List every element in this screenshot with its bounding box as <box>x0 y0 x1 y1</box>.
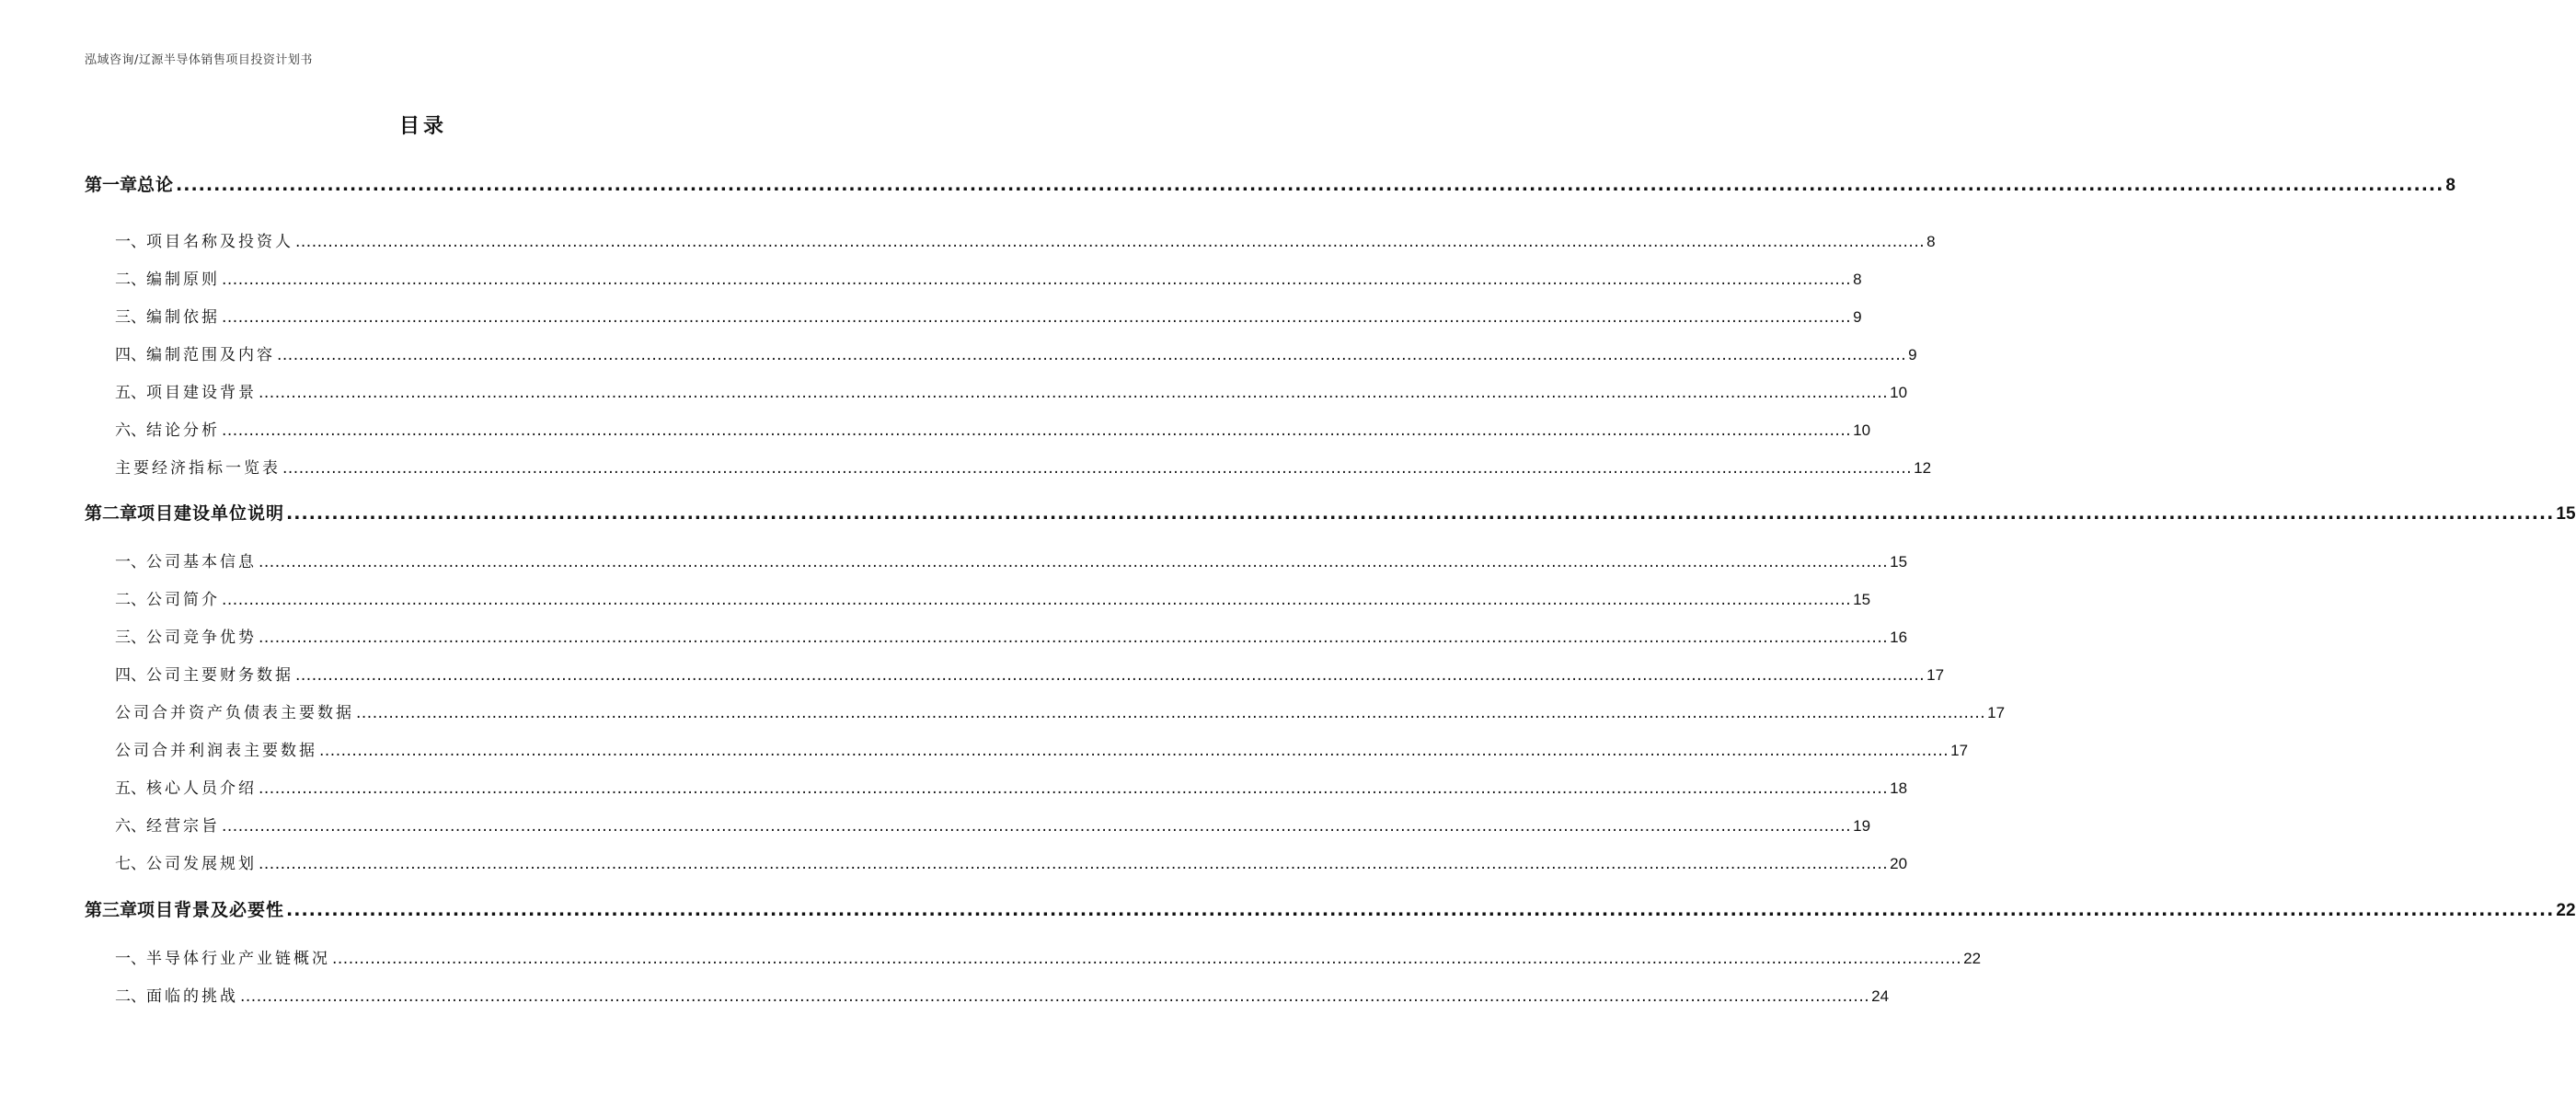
toc-entry-title: 总论 <box>137 175 175 195</box>
toc-dot-leader: ............................................................................................................................................................................................................................................................................................................ <box>240 987 1870 1006</box>
toc-section-entry[interactable] <box>115 228 1936 251</box>
toc-entry-title: 结论分析 <box>146 421 220 440</box>
toc-entry-number: 三、 <box>115 308 146 327</box>
toc-section-entry[interactable] <box>115 379 1908 402</box>
toc-entry-title: 公司合并利润表主要数据 <box>115 742 317 760</box>
toc-section-entry[interactable] <box>115 850 1908 873</box>
toc-chapter-entry[interactable] <box>85 500 2576 525</box>
toc-dot-leader: ............................................................................................................................................................................................................................................................................................................ <box>259 553 1889 571</box>
toc-dot-leader: ............................................................................................................................................................................................................................................................................................................ <box>259 629 1889 647</box>
toc-section-entry[interactable] <box>115 945 1982 968</box>
toc-entry-title: 公司基本信息 <box>146 553 257 571</box>
toc-page-number: 17 <box>1987 704 2006 721</box>
toc-entry-title: 编制范围及内容 <box>146 346 275 364</box>
toc-page-number: 10 <box>1890 384 1908 401</box>
toc-entry-number: 四、 <box>115 666 146 685</box>
toc-page-number: 20 <box>1890 855 1908 872</box>
toc-entry-title: 公司发展规划 <box>146 855 257 873</box>
toc-entry-title: 公司竞争优势 <box>146 629 257 647</box>
toc-section-entry[interactable] <box>115 662 1945 685</box>
toc-section-entry[interactable] <box>115 813 1871 836</box>
toc-dot-leader: ............................................................................................................................................................................................................................................................................................................ <box>356 704 1986 722</box>
toc-entry-number: 一、 <box>115 553 146 571</box>
toc-section-entry[interactable] <box>115 775 1908 798</box>
toc-dot-leader: ............................................................................................................................................................................................................................................................................................................ <box>176 175 2444 195</box>
toc-section-entry[interactable] <box>115 586 1871 609</box>
toc-section-entry[interactable] <box>115 699 2006 722</box>
toc-entry-number: 六、 <box>115 817 146 836</box>
toc-entry-title: 公司合并资产负债表主要数据 <box>115 704 354 722</box>
toc-entry-title: 项目建设背景 <box>146 384 257 402</box>
toc-dot-leader: ............................................................................................................................................................................................................................................................................................................ <box>259 384 1889 402</box>
toc-entry-number: 二、 <box>115 271 146 289</box>
toc-section-entry[interactable] <box>115 455 1932 478</box>
toc-dot-leader: ............................................................................................................................................................................................................................................................................................................ <box>222 817 1852 836</box>
toc-page-number: 8 <box>1853 271 1862 288</box>
toc-page-number: 18 <box>1890 779 1908 797</box>
toc-entry-number: 一、 <box>115 233 146 251</box>
toc-entry-number: 二、 <box>115 591 146 609</box>
toc-entry-number: 一、 <box>115 950 146 968</box>
toc-entry-number: 第二章 <box>85 503 138 524</box>
toc-page-number: 8 <box>2445 176 2455 195</box>
toc-dot-leader: ............................................................................................................................................................................................................................................................................................................ <box>222 308 1852 327</box>
toc-page-number: 24 <box>1871 987 1890 1005</box>
toc-entry-title: 编制原则 <box>146 271 220 289</box>
toc-dot-leader: ............................................................................................................................................................................................................................................................................................................ <box>277 346 1907 364</box>
toc-page-number: 22 <box>2556 901 2576 920</box>
toc-entry-title: 面临的挑战 <box>146 987 238 1006</box>
toc-chapter-entry[interactable] <box>85 171 2455 196</box>
toc-page-number: 16 <box>1890 629 1908 646</box>
toc-entry-number: 二、 <box>115 987 146 1006</box>
toc-dot-leader: ............................................................................................................................................................................................................................................................................................................ <box>259 779 1889 798</box>
toc-entry-title: 编制依据 <box>146 308 220 327</box>
toc-section-entry[interactable] <box>115 417 1871 440</box>
toc-dot-leader: ............................................................................................................................................................................................................................................................................................................ <box>282 459 1913 478</box>
toc-section-entry[interactable] <box>115 341 1917 364</box>
toc-title: 目录 <box>398 115 447 138</box>
toc-dot-leader: ............................................................................................................................................................................................................................................................................................................ <box>286 900 2555 920</box>
toc-section-entry[interactable] <box>115 548 1908 571</box>
toc-page-number: 10 <box>1853 421 1871 439</box>
toc-entry-number: 六、 <box>115 421 146 440</box>
toc-page-number: 15 <box>1890 553 1908 571</box>
toc-entry-number: 四、 <box>115 346 146 364</box>
toc-dot-leader: ............................................................................................................................................................................................................................................................................................................ <box>222 421 1852 440</box>
toc-entry-title: 主要经济指标一览表 <box>115 459 281 478</box>
toc-chapter-entry[interactable] <box>85 896 2576 921</box>
toc-page-number: 12 <box>1914 459 1932 477</box>
toc-entry-title: 项目背景及必要性 <box>137 900 285 920</box>
toc-page-number: 19 <box>1853 817 1871 835</box>
toc-dot-leader: ............................................................................................................................................................................................................................................................................................................ <box>286 503 2555 524</box>
toc-dot-leader: ............................................................................................................................................................................................................................................................................................................ <box>222 271 1852 289</box>
toc-section-entry[interactable] <box>115 624 1908 647</box>
toc-dot-leader: ............................................................................................................................................................................................................................................................................................................ <box>295 666 1926 685</box>
toc-page-number: 15 <box>1853 591 1871 608</box>
toc-page-number: 9 <box>1908 346 1917 363</box>
toc-entry-title: 核心人员介绍 <box>146 779 257 798</box>
toc-dot-leader: ............................................................................................................................................................................................................................................................................................................ <box>259 855 1889 873</box>
toc-dot-leader: ............................................................................................................................................................................................................................................................................................................ <box>295 233 1926 251</box>
toc-entry-title: 公司简介 <box>146 591 220 609</box>
toc-entry-title: 公司主要财务数据 <box>146 666 293 685</box>
toc-entry-number: 五、 <box>115 779 146 798</box>
toc-entry-title: 项目建设单位说明 <box>137 503 285 524</box>
toc-page-number: 8 <box>1926 233 1936 250</box>
toc-entry-number: 第一章 <box>85 175 138 195</box>
toc-entry-number: 第三章 <box>85 900 138 920</box>
toc-page-number: 15 <box>2556 504 2576 524</box>
toc-dot-leader: ............................................................................................................................................................................................................................................................................................................ <box>222 591 1852 609</box>
toc-dot-leader: ............................................................................................................................................................................................................................................................................................................ <box>319 742 1949 760</box>
toc-section-entry[interactable] <box>115 983 1890 1006</box>
toc-dot-leader: ............................................................................................................................................................................................................................................................................................................ <box>332 950 1962 968</box>
toc-entry-title: 半导体行业产业链概况 <box>146 950 330 968</box>
toc-entry-title: 经营宗旨 <box>146 817 220 836</box>
toc-entry-number: 三、 <box>115 629 146 647</box>
toc-section-entry[interactable] <box>115 266 1862 289</box>
toc-page-number: 17 <box>1926 666 1945 684</box>
toc-section-entry[interactable] <box>115 737 1969 760</box>
toc-entry-number: 五、 <box>115 384 146 402</box>
toc-section-entry[interactable] <box>115 304 1862 327</box>
toc-page-number: 22 <box>1963 950 1982 967</box>
running-header: 泓域咨询/辽源半导体销售项目投资计划书 <box>85 53 313 67</box>
toc-entry-number: 七、 <box>115 855 146 873</box>
toc-entry-title: 项目名称及投资人 <box>146 233 293 251</box>
toc-page-number: 17 <box>1950 742 1969 759</box>
toc-page-number: 9 <box>1853 308 1862 326</box>
